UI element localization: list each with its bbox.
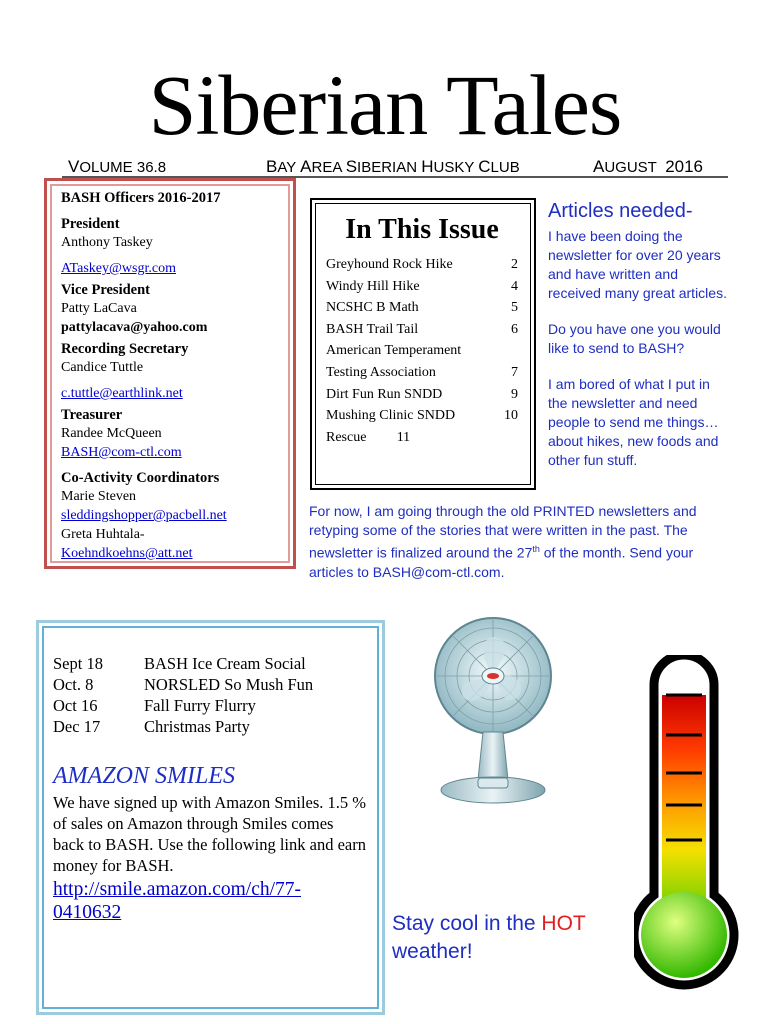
- articles-paragraph: I have been doing the newsletter for over 20 years and have written and received many great articles.: [548, 228, 727, 301]
- secretary-name: Candice Tuttle: [61, 360, 144, 375]
- coordinator1-email-link[interactable]: sleddingshopper@pacbell.net: [61, 508, 227, 523]
- issue-date: AUGUST 2016: [593, 157, 704, 176]
- treasurer-email-link[interactable]: BASH@com-ctl.com: [61, 445, 182, 460]
- event-row: Dec 17 Christmas Party: [53, 717, 250, 736]
- vp-role: Vice President: [61, 282, 150, 298]
- treasurer-name: Randee McQueen: [61, 426, 162, 441]
- toc-row: American Temperament: [326, 343, 462, 359]
- in-this-issue-title: In This Issue: [345, 214, 499, 245]
- toc-row: Testing Association 7: [326, 364, 518, 380]
- articles-paragraph: I am bored of what I put in the newsletter and need people to send me things…about hikes, new foods and other fun stuff.: [548, 376, 719, 468]
- thermometer-icon: [634, 655, 754, 995]
- articles-paragraph: Do you have one you would like to send to BASH?: [548, 321, 721, 356]
- toc-row: BASH Trail Tail 6: [326, 321, 518, 337]
- newsletter-title: Siberian Tales: [148, 57, 622, 153]
- event-row: Oct 16 Fall Furry Flurry: [53, 696, 256, 715]
- event-row: Sept 18 BASH Ice Cream Social: [53, 654, 306, 673]
- vp-email: pattylacava@yahoo.com: [61, 320, 208, 335]
- articles-paragraph-wide: For now, I am going through the old PRINTED newsletters and retyping some of the stories that were written in the past. The newsletter is finalized around the 27th of the month. Send your articles to BASH@com-ctl.com.: [309, 503, 697, 580]
- coordinator2-name: Greta Huhtala-: [61, 527, 145, 542]
- toc-row: Windy Hill Hike 4: [326, 278, 518, 294]
- articles-needed-column: [548, 200, 730, 487]
- officers-header: BASH Officers 2016-2017: [61, 190, 221, 206]
- coordinators-role: Co-Activity Coordinators: [61, 470, 220, 486]
- toc-row: Mushing Clinic SNDD 10: [326, 408, 518, 424]
- toc-row: Dirt Fun Run SNDD 9: [326, 386, 518, 402]
- toc-row: Greyhound Rock Hike 2: [326, 257, 518, 272]
- coordinator1-name: Marie Steven: [61, 489, 137, 504]
- coordinator2-email-link[interactable]: Koehndkoehns@att.net: [61, 546, 193, 561]
- amazon-smiles-heading: AMAZON SMILES: [53, 763, 235, 789]
- in-this-issue-box: [310, 198, 536, 490]
- club-name: BAY AREA SIBERIAN HUSKY CLUB: [266, 157, 520, 176]
- treasurer-role: Treasurer: [61, 407, 123, 423]
- vp-name: Patty LaCava: [61, 301, 137, 316]
- amazon-smiles-link[interactable]: http://smile.amazon.com/ch/77-0410632: [53, 879, 302, 923]
- secretary-email-link[interactable]: c.tuttle@earthlink.net: [61, 386, 183, 401]
- officers-box: [44, 178, 296, 569]
- secretary-role: Recording Secretary: [61, 341, 189, 357]
- volume-label: VOLUME 36.8: [68, 157, 167, 176]
- stay-cool-caption: Stay cool in the HOT weather!: [392, 912, 586, 963]
- electric-fan-icon: [428, 608, 558, 808]
- toc-row: Rescue 11: [326, 429, 411, 445]
- amazon-smiles-text: We have signed up with Amazon Smiles. 1.5 % of sales on Amazon through Smiles comes back to BASH. Use the following link and earn money for BASH.: [53, 793, 367, 875]
- president-role: President: [61, 216, 120, 232]
- event-row: Oct. 8 NORSLED So Mush Fun: [53, 675, 314, 694]
- president-email-link[interactable]: ATaskey@wsgr.com: [61, 261, 176, 276]
- president-name: Anthony Taskey: [61, 235, 153, 250]
- toc-row: NCSHC B Math 5: [326, 300, 518, 316]
- events-box: [36, 620, 385, 1015]
- articles-heading: Articles needed-: [548, 200, 693, 222]
